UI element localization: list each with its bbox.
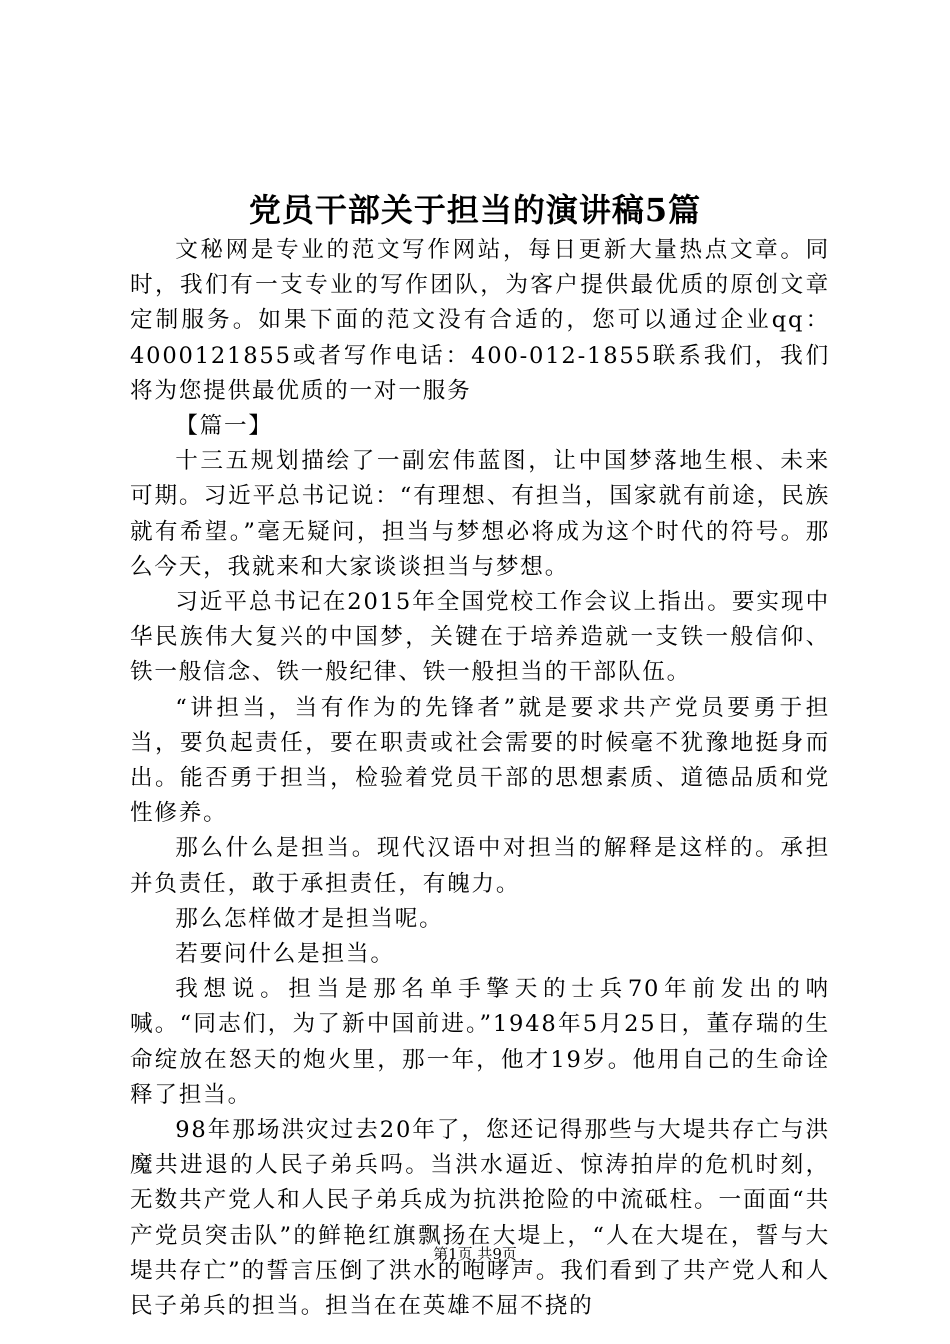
paragraph: 那么什么是担当。现代汉语中对担当的解释是这样的。承担并负责任，敢于承担责任，有魄力。 — [130, 835, 830, 897]
page-number-footer: 第1页 共9页 — [433, 1245, 517, 1263]
paragraph-intro: 文秘网是专业的范文写作网站，每日更新大量热点文章。同时，我们有一支专业的写作团队，为客户提供最优质的原创文章定制服务。如果下面的范文没有合适的，您可以通过企业qq：4000121855或者写作电话：400-012-1855联系我们，我们将为您提供最优质的一对一服务 — [130, 237, 830, 404]
paragraph: “讲担当，当有作为的先锋者”就是要求共产党员要勇于担当，要负起责任，要在职责或社会需要的时候毫不犹豫地挺身而出。能否勇于担当，检验着党员干部的思想素质、道德品质和党性修养。 — [130, 694, 830, 827]
paragraph: 98年那场洪灾过去20年了，您还记得那些与大堤共存亡与洪魔共进退的人民子弟兵吗。当洪水逼近、惊涛拍岸的危机时刻，无数共产党人和人民子弟兵成为抗洪抢险的中流砥柱。一面面“共产党员突击队”的鲜艳红旗飘扬在大堤上，“人在大堤在，誓与大堤共存亡”的誓言压倒了洪水的咆哮声。我们看到了共产党人和人民子弟兵的担当。担当在在英雄不屈不挠的 — [130, 1117, 830, 1320]
paragraph: 习近平总书记在2015年全国党校工作会议上指出。要实现中华民族伟大复兴的中国梦，关键在于培养造就一支铁一般信仰、铁一般信念、铁一般纪律、铁一般担当的干部队伍。 — [130, 589, 830, 686]
document-body — [130, 233, 830, 1324]
section-heading: 【篇一】 — [175, 413, 273, 440]
paragraph: 那么怎样做才是担当呢。 — [175, 905, 444, 932]
document-title: 党员干部关于担当的演讲稿5篇 — [248, 191, 702, 229]
paragraph: 若要问什么是担当。 — [175, 941, 395, 968]
paragraph: 我想说。担当是那名单手擎天的士兵70年前发出的呐喊。“同志们，为了新中国前进。”1948年5月25日，董存瑞的生命绽放在怒天的炮火里，那一年，他才19岁。他用自己的生命诠释了担当。 — [130, 976, 830, 1108]
paragraph: 十三五规划描绘了一副宏伟蓝图，让中国梦落地生根、未来可期。习近平总书记说：“有理想、有担当，国家就有前途，民族就有希望。”毫无疑问，担当与梦想必将成为这个时代的符号。那么今天，我就来和大家谈谈担当与梦想。 — [130, 448, 830, 580]
